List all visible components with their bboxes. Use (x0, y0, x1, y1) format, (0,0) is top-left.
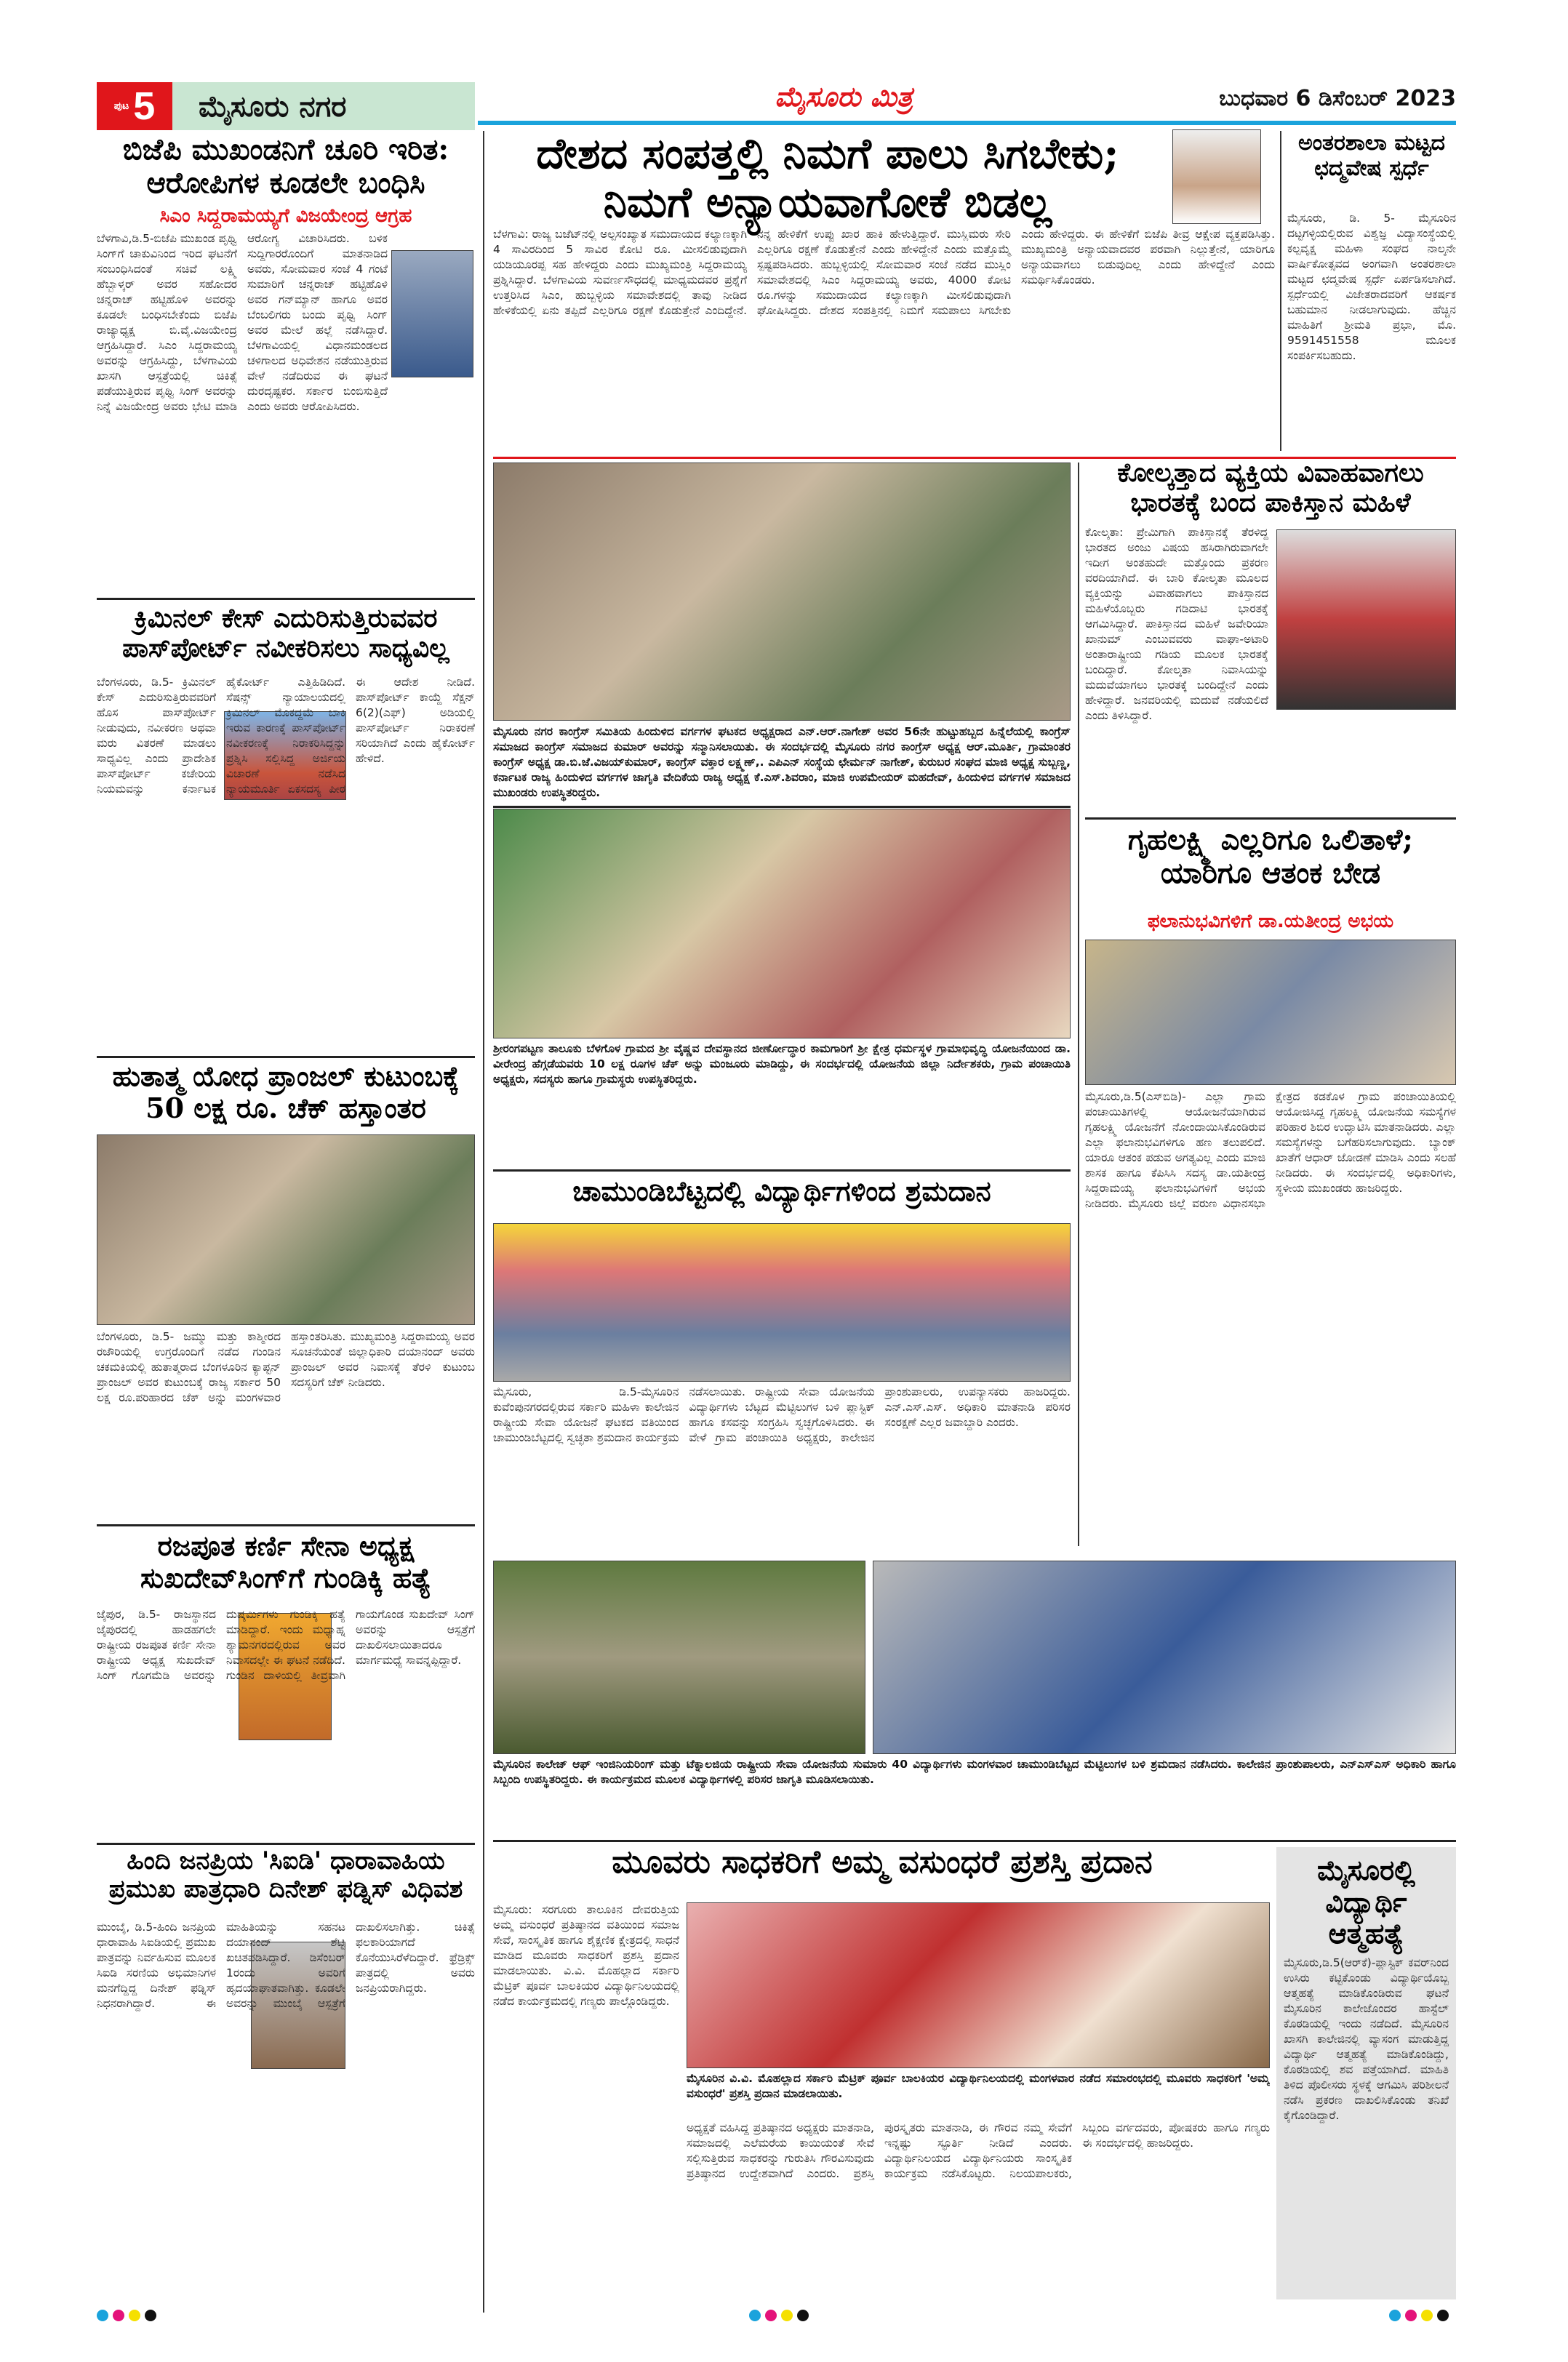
photo-caption: ಮೈಸೂರಿನ ವಿ.ವಿ. ಮೊಹಲ್ಲಾದ ಸರ್ಕಾರಿ ಮೆಟ್ರಿಕ್ ಪೂರ್ವ ಬಾಲಕಿಯರ ವಿದ್ಯಾರ್ಥಿನಿಲಯದಲ್ಲಿ ಮಂಗಳವಾರ ನಡೆದ ಸಮಾರಂಭದಲ್ಲಿ ಮೂವರು ಸಾಧಕರಿಗೆ 'ಅಮ್ಮ ವಸುಂಧರೆ' ಪ್ರಶಸ್ತಿ ಪ್ರದಾನ ಮಾಡಲಾಯಿತು. (687, 2072, 1270, 2100)
story-headline: ಹಿಂದಿ ಜನಪ್ರಿಯ 'ಸಿಐಡಿ' ಧಾರಾವಾಹಿಯ ಪ್ರಮುಖ ಪಾತ್ರಧಾರಿ ದಿನೇಶ್ ಫಡ್ನಿಸ್ ವಿಧಿವಶ (108, 1846, 463, 1905)
section-label: ಮೈಸೂರು ನಗರ (199, 89, 347, 124)
story-subheadline: ಸಿಎಂ ಸಿದ್ದರಾಮಯ್ಯಗೆ ವಿಜಯೇಂದ್ರ ಆಗ್ರಹ (159, 205, 412, 227)
divider (97, 1843, 475, 1845)
story-photo (97, 1134, 475, 1325)
color-registration-marks (749, 2310, 813, 2324)
masthead-logo: ಮೈಸೂರು ಮಿತ್ರ (775, 80, 913, 113)
story-body: ಬೆಂಗಳೂರು, ಡಿ.5- ಜಮ್ಮು ಮತ್ತು ಕಾಶ್ಮೀರದ ರಜೌರಿಯಲ್ಲಿ ಉಗ್ರರೊಂದಿಗೆ ನಡೆದ ಗುಂಡಿನ ಚಕಮಕಿಯಲ್ಲಿ ಹುತಾತ್ಮರಾದ ಬೆಂಗಳೂರಿನ ಕ್ಯಾಪ್ಟನ್ ಪ್ರಾಂಜಲ್ ಅವರ ಕುಟುಂಬಕ್ಕೆ ರಾಜ್ಯ ಸರ್ಕಾರ 50 ಲಕ್ಷ ರೂ.ಪರಿಹಾರದ ಚೆಕ್ ಅನ್ನು ಮಂಗಳವಾರ ಹಸ್ತಾಂತರಿಸಿತು. ಮುಖ್ಯಮಂತ್ರಿ ಸಿದ್ದರಾಮಯ್ಯ ಅವರ ಸೂಚನೆಯಂತೆ ಜಿಲ್ಲಾಧಿಕಾರಿ ದಯಾನಂದ್ ಅವರು ಪ್ರಾಂಜಲ್ ಅವರ ನಿವಾಸಕ್ಕೆ ತೆರಳಿ ಕುಟುಂಬ ಸದಸ್ಯರಿಗೆ ಚೆಕ್ ನೀಡಿದರು. (97, 1330, 475, 1404)
header-rule (478, 121, 1456, 125)
news-photo (493, 463, 1071, 721)
column-divider (483, 131, 484, 2313)
column-divider (1280, 131, 1281, 451)
story-body: ಮೈಸೂರು: ಸರಗೂರು ತಾಲೂಕಿನ ದೇವರುತ್ತಿಯ ಅಮ್ಮ ವಸುಂಧರೆ ಪ್ರತಿಷ್ಠಾನದ ವತಿಯಿಂದ ಸಮಾಜ ಸೇವೆ, ಸಾಂಸ್ಕೃತಿಕ ಹಾಗೂ ಶೈಕ್ಷಣಿಕ ಕ್ಷೇತ್ರದಲ್ಲಿ ಸಾಧನೆ ಮಾಡಿದ ಮೂವರು ಸಾಧಕರಿಗೆ ಪ್ರಶಸ್ತಿ ಪ್ರದಾನ ಮಾಡಲಾಯಿತು. ವಿ.ವಿ. ಮೊಹಲ್ಲಾದ ಸರ್ಕಾರಿ ಮೆಟ್ರಿಕ್ ಪೂರ್ವ ಬಾಲಕಿಯರ ವಿದ್ಯಾರ್ಥಿನಿಲಯದಲ್ಲಿ ನಡೆದ ಕಾರ್ಯಕ್ರಮದಲ್ಲಿ ಗಣ್ಯರು ಪಾಲ್ಗೊಂಡಿದ್ದರು. (493, 1903, 679, 2008)
story-headline: ಕೋಲ್ಕತ್ತಾದ ವ್ಯಕ್ತಿಯ ವಿವಾಹವಾಗಲು ಭಾರತಕ್ಕೆ ಬಂದ ಪಾಕಿಸ್ತಾನ ಮಹಿಳೆ (1117, 457, 1424, 519)
divider (1085, 817, 1456, 820)
divider (493, 1169, 1071, 1172)
page-number-badge (97, 82, 172, 130)
brief-body: ಮೈಸೂರು,ಡಿ.5(ಆರ್‌ಕೆ)-ಪ್ಲಾಸ್ಟಿಕ್ ಕವರ್‌ನಿಂದ ಉಸಿರು ಕಟ್ಟಿಕೊಂಡು ವಿದ್ಯಾರ್ಥಿಯೊಬ್ಬ ಆತ್ಮಹತ್ಯೆ ಮಾಡಿಕೊಂಡಿರುವ ಘಟನೆ ಮೈಸೂರಿನ ಕಾಲೇಜೊಂದರ ಹಾಸ್ಟೆಲ್ ಕೊಠಡಿಯಲ್ಲಿ ಇಂದು ನಡೆದಿದೆ. ಮೈಸೂರಿನ ಖಾಸಗಿ ಕಾಲೇಜಿನಲ್ಲಿ ವ್ಯಾಸಂಗ ಮಾಡುತ್ತಿದ್ದ ವಿದ್ಯಾರ್ಥಿ ಆತ್ಮಹತ್ಯೆ ಮಾಡಿಕೊಂಡಿದ್ದು, ಕೊಠಡಿಯಲ್ಲಿ ಶವ ಪತ್ತೆಯಾಗಿದೆ. ಮಾಹಿತಿ ತಿಳಿದ ಪೊಲೀಸರು ಸ್ಥಳಕ್ಕೆ ಆಗಮಿಸಿ ಪರಿಶೀಲನೆ ನಡೆಸಿ ಪ್ರಕರಣ ದಾಖಲಿಸಿಕೊಂಡು ತನಿಖೆ ಕೈಗೊಂಡಿದ್ದಾರೆ. (1284, 1956, 1449, 2123)
story-photo (687, 1902, 1270, 2068)
section-title (172, 82, 475, 130)
divider (97, 1056, 475, 1058)
story-headline: ಚಾಮುಂಡಿಬೆಟ್ಟದಲ್ಲಿ ವಿದ್ಯಾರ್ಥಿಗಳಿಂದ ಶ್ರಮದಾನ (572, 1174, 991, 1207)
column-divider (1078, 463, 1079, 1546)
photo-caption: ಮೈಸೂರು ನಗರ ಕಾಂಗ್ರೆಸ್ ಸಮಿತಿಯ ಹಿಂದುಳಿದ ವರ್ಗಗಳ ಘಟಕದ ಅಧ್ಯಕ್ಷರಾದ ಎನ್.ಆರ್.ನಾಗೇಶ್ ಅವರ 56ನೇ ಹುಟ್ಟುಹಬ್ಬದ ಹಿನ್ನೆಲೆಯಲ್ಲಿ ಕಾಂಗ್ರೆಸ್ ಸಮಾಜದ ಕಾಂಗ್ರೆಸ್ ಸಮಾಜದ ಕುಮಾರ್ ಅವರನ್ನು ಸನ್ಮಾನಿಸಲಾಯಿತು. ಈ ಸಂದರ್ಭದಲ್ಲಿ ಮೈಸೂರು ನಗರ ಕಾಂಗ್ರೆಸ್ ಅಧ್ಯಕ್ಷ ಆರ್.ಮೂರ್ತಿ, ಗ್ರಾಮಾಂತರ ಕಾಂಗ್ರೆಸ್ ಅಧ್ಯಕ್ಷ ಡಾ.ಬಿ.ಜೆ.ವಿಜಯ್‌ಕುಮಾರ್, ಕಾಂಗ್ರೆಸ್ ವಕ್ತಾರ ಲಕ್ಷ್ಮಣ್,. ಎಪಿಎನ್ ಸಂಸ್ಥೆಯ ಛೇರ್ಮನ್ ನಾಗೇಶ್, ಕುರುಬರ ಸಂಘದ ಮಾಜಿ ಅಧ್ಯಕ್ಷ ಸುಬ್ಬಣ್ಣ, ಕರ್ನಾಟಕ ರಾಜ್ಯ ಹಿಂದುಳಿದ ವರ್ಗಗಳ ಜಾಗೃತಿ ವೇದಿಕೆಯ ರಾಜ್ಯ ಅಧ್ಯಕ್ಷ ಕೆ.ಎಸ್.ಶಿವರಾಂ, ಮಾಜಿ ಉಪಮೇಯರ್ ಮಹದೇವ್, ಹಿಂದುಳಿದ ವರ್ಗಗಳ ಸಮಾಜದ ಮುಖಂಡರು ಉಪಸ್ಥಿತರಿದ್ದರು. (493, 725, 1071, 799)
story-headline: ರಜಪೂತ ಕರ್ಣಿ ಸೇನಾ ಅಧ್ಯಕ್ಷ ಸುಖದೇವ್‌ಸಿಂಗ್‌ಗೆ ಗುಂಡಿಕ್ಕಿ ಹತ್ಯೆ (140, 1529, 432, 1594)
story-headline: ಗೃಹಲಕ್ಷ್ಮಿ ಎಲ್ಲರಿಗೂ ಒಲಿತಾಳೆ; ಯಾರಿಗೂ ಆತಂಕ ಬೇಡ (1127, 822, 1414, 890)
story-photo (391, 250, 473, 377)
story-headline: ಮೂವರು ಸಾಧಕರಿಗೆ ಅಮ್ಮ ವಸುಂಧರೆ ಪ್ರಶಸ್ತಿ ಪ್ರದಾನ (612, 1843, 1153, 1881)
page-number: 5 (133, 84, 156, 128)
cm-portrait (1172, 129, 1261, 224)
divider (493, 1840, 1456, 1842)
story-headline: ಹುತಾತ್ಮ ಯೋಧ ಪ್ರಾಂಜಲ್ ಕುಟುಂಬಕ್ಕೆ 50 ಲಕ್ಷ ರೂ. ಚೆಕ್ ಹಸ್ತಾಂತರ (112, 1060, 460, 1124)
story-headline: ಬಿಜೆಪಿ ಮುಖಂಡನಿಗೆ ಚೂರಿ ಇರಿತ: ಆರೋಪಿಗಳ ಕೂಡಲೇ ಬಂಧಿಸಿ (122, 132, 449, 200)
divider (97, 598, 475, 600)
sidebar-headline: ಅಂತರಶಾಲಾ ಮಟ್ಟದ ಛದ್ಮವೇಷ ಸ್ಪರ್ಧೆ (1298, 130, 1445, 181)
news-photo (493, 1561, 865, 1754)
story-body: ಬೆಂಗಳೂರು, ಡಿ.5- ಕ್ರಿಮಿನಲ್ ಕೇಸ್ ಎದುರಿಸುತ್ತಿರುವವರಿಗೆ ಹೊಸ ಪಾಸ್‌ಪೋರ್ಟ್ ನೀಡುವುದು, ನವೀಕರಣ ಅಥವಾ ಮರು ವಿತರಣೆ ಮಾಡಲು ಸಾಧ್ಯವಿಲ್ಲ ಎಂದು ಪ್ರಾದೇಶಿಕ ಪಾಸ್‌ಪೋರ್ಟ್ ಕಚೇರಿಯ ನಿಯಮವನ್ನು ಕರ್ನಾಟಕ ಹೈಕೋರ್ಟ್ ಎತ್ತಿಹಿಡಿದಿದೆ. ಸೆಷನ್ಸ್ ನ್ಯಾಯಾಲಯದಲ್ಲಿ ಕ್ರಿಮಿನಲ್ ಮೊಕದ್ದಮೆ ಬಾಕಿ ಇರುವ ಕಾರಣಕ್ಕೆ ಪಾಸ್‌ಪೋರ್ಟ್ ನವೀಕರಣಕ್ಕೆ ನಿರಾಕರಿಸಿದ್ದನ್ನು ಪ್ರಶ್ನಿಸಿ ಸಲ್ಲಿಸಿದ್ದ ಅರ್ಜಿಯ ವಿಚಾರಣೆ ನಡೆಸಿದ ನ್ಯಾಯಮೂರ್ತಿ ಏಕಸದಸ್ಯ ಪೀಠ ಈ ಆದೇಶ ನೀಡಿದೆ. ಪಾಸ್‌ಪೋರ್ಟ್ ಕಾಯ್ದೆ ಸೆಕ್ಷನ್ 6(2)(ಎಫ್) ಅಡಿಯಲ್ಲಿ ಪಾಸ್‌ಪೋರ್ಟ್ ನಿರಾಕರಣೆ ಸರಿಯಾಗಿದೆ ಎಂದು ಹೈಕೋರ್ಟ್ ಹೇಳಿದೆ. (97, 676, 475, 796)
divider (97, 1524, 475, 1526)
page-label: ಪುಟ (113, 100, 129, 112)
story-body: ಬೆಳಗಾವಿ,ಡಿ.5-ಬಿಜೆಪಿ ಮುಖಂಡ ಪೃಥ್ವಿ ಸಿಂಗ್‌ಗೆ ಚಾಕುವಿನಿಂದ ಇರಿದ ಘಟನೆಗೆ ಸಂಬಂಧಿಸಿದಂತೆ ಸಚಿವೆ ಲಕ್ಷ್ಮಿ ಹೆಬ್ಬಾಳ್ಕರ್ ಅವರ ಸಹೋದರ ಚನ್ನರಾಜ್ ಹಟ್ಟಿಹೊಳಿ ಅವರನ್ನು ಕೂಡಲೇ ಬಂಧಿಸಬೇಕೆಂದು ಬಿಜೆಪಿ ರಾಜ್ಯಾಧ್ಯಕ್ಷ ಬಿ.ವೈ.ವಿಜಯೇಂದ್ರ ಆಗ್ರಹಿಸಿದ್ದಾರೆ. ಸಿಎಂ ಸಿದ್ದರಾಮಯ್ಯ ಅವರನ್ನು ಆಗ್ರಹಿಸಿದ್ದು, ಬೆಳಗಾವಿಯ ಖಾಸಗಿ ಆಸ್ಪತ್ರೆಯಲ್ಲಿ ಚಿಕಿತ್ಸೆ ಪಡೆಯುತ್ತಿರುವ ಪೃಥ್ವಿ ಸಿಂಗ್ ಅವರನ್ನು ನಿನ್ನೆ ವಿಜಯೇಂದ್ರ ಅವರು ಭೇಟಿ ಮಾಡಿ ಆರೋಗ್ಯ ವಿಚಾರಿಸಿದರು. ಬಳಿಕ ಸುದ್ದಿಗಾರರೊಂದಿಗೆ ಮಾತನಾಡಿದ ಅವರು, ಸೋಮವಾರ ಸಂಜೆ 4 ಗಂಟೆ ಸುಮಾರಿಗೆ ಚನ್ನರಾಜ್ ಹಟ್ಟಿಹೊಳಿ ಅವರ ಗನ್‌ಮ್ಯಾನ್ ಹಾಗೂ ಅವರ ಬೆಂಬಲಿಗರು ಬಂದು ಪೃಥ್ವಿ ಸಿಂಗ್ ಅವರ ಮೇಲೆ ಹಲ್ಲೆ ನಡೆಸಿದ್ದಾರೆ. ಬೆಳಗಾವಿಯಲ್ಲಿ ವಿಧಾನಮಂಡಲದ ಚಳಿಗಾಲದ ಅಧಿವೇಶನ ನಡೆಯುತ್ತಿರುವ ವೇಳೆ ನಡೆದಿರುವ ಈ ಘಟನೆ ದುರದೃಷ್ಟಕರ. ಸರ್ಕಾರ ಬಿಂಬಿಸುತ್ತಿದೆ ಎಂದು ಅವರು ಆರೋಪಿಸಿದರು. (97, 232, 388, 413)
story-body: ಜೈಪುರ, ಡಿ.5- ರಾಜಸ್ಥಾನದ ಜೈಪುರದಲ್ಲಿ ಹಾಡಹಗಲೇ ರಾಷ್ಟ್ರೀಯ ರಜಪೂತ ಕರ್ಣಿ ಸೇನಾ ರಾಷ್ಟ್ರೀಯ ಅಧ್ಯಕ್ಷ ಸುಖದೇವ್ ಸಿಂಗ್ ಗೊಗಮೆಡಿ ಅವರನ್ನು ದುಷ್ಕರ್ಮಿಗಳು ಗುಂಡಿಕ್ಕಿ ಹತ್ಯೆ ಮಾಡಿದ್ದಾರೆ. ಇಂದು ಮಧ್ಯಾಹ್ನ ಶ್ಯಾಮನಗರದಲ್ಲಿರುವ ಅವರ ನಿವಾಸದಲ್ಲೇ ಈ ಘಟನೆ ನಡೆದಿದೆ. ಗುಂಡಿನ ದಾಳಿಯಲ್ಲಿ ತೀವ್ರವಾಗಿ ಗಾಯಗೊಂಡ ಸುಖದೇವ್ ಸಿಂಗ್ ಅವರನ್ನು ಆಸ್ಪತ್ರೆಗೆ ದಾಖಲಿಸಲಾಯಿತಾದರೂ ಮಾರ್ಗಮಧ್ಯೆ ಸಾವನ್ನಪ್ಪಿದ್ದಾರೆ. (97, 1608, 475, 1682)
photo-caption: ಶ್ರೀರಂಗಪಟ್ಟಣ ತಾಲೂಕು ಬೆಳಗೊಳ ಗ್ರಾಮದ ಶ್ರೀ ವೈಷ್ಣವ ದೇವಸ್ಥಾನದ ಜೀರ್ಣೋದ್ಧಾರ ಕಾಮಗಾರಿಗೆ ಶ್ರೀ ಕ್ಷೇತ್ರ ಧರ್ಮಸ್ಥಳ ಗ್ರಾಮಾಭಿವೃದ್ಧಿ ಯೋಜನೆಯಿಂದ ಡಾ. ವೀರೇಂದ್ರ ಹೆಗ್ಗಡೆಯವರು 10 ಲಕ್ಷ ರೂಗಳ ಚೆಕ್ ಅನ್ನು ಮಂಜೂರು ಮಾಡಿದ್ದು, ಈ ಸಂದರ್ಭದಲ್ಲಿ ಯೋಜನೆಯ ಜಿಲ್ಲಾ ನಿರ್ದೇಶಕರು, ಗ್ರಾಮ ಪಂಚಾಯಿತಿ ಅಧ್ಯಕ್ಷರು, ಸದಸ್ಯರು ಹಾಗೂ ಗ್ರಾಮಸ್ಥರು ಉಪಸ್ಥಿತರಿದ್ದರು. (493, 1042, 1071, 1086)
color-registration-marks (97, 2310, 161, 2324)
story-body: ಮೈಸೂರು, ಡಿ.5-ಮೈಸೂರಿನ ಕುವೆಂಪುನಗರದಲ್ಲಿರುವ ಸರ್ಕಾರಿ ಮಹಿಳಾ ಕಾಲೇಜಿನ ರಾಷ್ಟ್ರೀಯ ಸೇವಾ ಯೋಜನೆ ಘಟಕದ ವತಿಯಿಂದ ಚಾಮುಂಡಿಬೆಟ್ಟದಲ್ಲಿ ಸ್ವಚ್ಛತಾ ಶ್ರಮದಾನ ಕಾರ್ಯಕ್ರಮ ನಡೆಸಲಾಯಿತು. ರಾಷ್ಟ್ರೀಯ ಸೇವಾ ಯೋಜನೆಯ ವಿದ್ಯಾರ್ಥಿಗಳು ಬೆಟ್ಟದ ಮೆಟ್ಟಿಲುಗಳ ಬಳಿ ಪ್ಲಾಸ್ಟಿಕ್ ಹಾಗೂ ಕಸವನ್ನು ಸಂಗ್ರಹಿಸಿ ಸ್ವಚ್ಛಗೊಳಿಸಿದರು. ಈ ವೇಳೆ ಗ್ರಾಮ ಪಂಚಾಯಿತಿ ಅಧ್ಯಕ್ಷರು, ಕಾಲೇಜಿನ ಪ್ರಾಂಶುಪಾಲರು, ಉಪನ್ಯಾಸಕರು ಹಾಜರಿದ್ದರು. ಎನ್.ಎಸ್.ಎಸ್. ಅಧಿಕಾರಿ ಮಾತನಾಡಿ ಪರಿಸರ ಸಂರಕ್ಷಣೆ ಎಲ್ಲರ ಜವಾಬ್ದಾರಿ ಎಂದರು. (493, 1385, 1071, 1444)
story-body: ಮೈಸೂರು,ಡಿ.5(ಎಸ್‌ಬಿಡಿ)- ಎಲ್ಲಾ ಗ್ರಾಮ ಪಂಚಾಯಿತಿಗಳಲ್ಲಿ ಆಯೋಜನೆಯಾಗಿರುವ ಗೃಹಲಕ್ಷ್ಮಿ ಯೋಜನೆಗೆ ನೋಂದಾಯಿಸಿಕೊಂಡಿರುವ ಎಲ್ಲಾ ಫಲಾನುಭವಿಗಳಿಗೂ ಹಣ ತಲುಪಲಿದೆ. ಯಾರೂ ಆತಂಕ ಪಡುವ ಅಗತ್ಯವಿಲ್ಲ ಎಂದು ಮಾಜಿ ಶಾಸಕ ಹಾಗೂ ಕೆಪಿಸಿಸಿ ಸದಸ್ಯ ಡಾ.ಯತೀಂದ್ರ ಸಿದ್ದರಾಮಯ್ಯ ಫಲಾನುಭವಿಗಳಿಗೆ ಅಭಯ ನೀಡಿದರು. ಮೈಸೂರು ಜಿಲ್ಲೆ ವರುಣ ವಿಧಾನಸಭಾ ಕ್ಷೇತ್ರದ ಕಡಕೊಳ ಗ್ರಾಮ ಪಂಚಾಯಿತಿಯಲ್ಲಿ ಆಯೋಜಿಸಿದ್ದ ಗೃಹಲಕ್ಷ್ಮಿ ಯೋಜನೆಯ ಸಮಸ್ಯೆಗಳ ಪರಿಹಾರ ಶಿಬಿರ ಉದ್ಘಾಟಿಸಿ ಮಾತನಾಡಿದರು. ಎಲ್ಲಾ ಸಮಸ್ಯೆಗಳನ್ನು ಬಗೆಹರಿಸಲಾಗುವುದು. ಬ್ಯಾಂಕ್ ಖಾತೆಗೆ ಆಧಾರ್ ಜೋಡಣೆ ಮಾಡಿಸಿ ಎಂದು ಸಲಹೆ ನೀಡಿದರು. ಈ ಸಂದರ್ಭದಲ್ಲಿ ಅಧಿಕಾರಿಗಳು, ಸ್ಥಳೀಯ ಮುಖಂಡರು ಹಾಜರಿದ್ದರು. (1085, 1090, 1456, 1210)
story-body: ಅಧ್ಯಕ್ಷತೆ ವಹಿಸಿದ್ದ ಪ್ರತಿಷ್ಠಾನದ ಅಧ್ಯಕ್ಷರು ಮಾತನಾಡಿ, ಸಮಾಜದಲ್ಲಿ ಎಲೆಮರೆಯ ಕಾಯಿಯಂತೆ ಸೇವೆ ಸಲ್ಲಿಸುತ್ತಿರುವ ಸಾಧಕರನ್ನು ಗುರುತಿಸಿ ಗೌರವಿಸುವುದು ಪ್ರತಿಷ್ಠಾನದ ಉದ್ದೇಶವಾಗಿದೆ ಎಂದರು. ಪ್ರಶಸ್ತಿ ಪುರಸ್ಕೃತರು ಮಾತನಾಡಿ, ಈ ಗೌರವ ನಮ್ಮ ಸೇವೆಗೆ ಇನ್ನಷ್ಟು ಸ್ಫೂರ್ತಿ ನೀಡಿದೆ ಎಂದರು. ವಿದ್ಯಾರ್ಥಿನಿಲಯದ ವಿದ್ಯಾರ್ಥಿನಿಯರು ಸಾಂಸ್ಕೃತಿಕ ಕಾರ್ಯಕ್ರಮ ನಡೆಸಿಕೊಟ್ಟರು. ನಿಲಯಪಾಲಕರು, ಸಿಬ್ಬಂದಿ ವರ್ಗದವರು, ಪೋಷಕರು ಹಾಗೂ ಗಣ್ಯರು ಈ ಸಂದರ್ಭದಲ್ಲಿ ಹಾಜರಿದ್ದರು. (687, 2121, 1270, 2180)
lead-body: ಬೆಳಗಾವಿ: ರಾಜ್ಯ ಬಜೆಟ್‌ನಲ್ಲಿ ಅಲ್ಪಸಂಖ್ಯಾತ ಸಮುದಾಯದ ಕಲ್ಯಾಣಕ್ಕಾಗಿ 4 ಸಾವಿರದಿಂದ 5 ಸಾವಿರ ಕೋಟಿ ರೂ. ಮೀಸಲಿಡುವುದಾಗಿ ಯಡಿಯೂರಪ್ಪ ಸಹ ಹೇಳಿದ್ದರು ಎಂದು ಮುಖ್ಯಮಂತ್ರಿ ಸಿದ್ದರಾಮಯ್ಯ ಪ್ರಶ್ನಿಸಿದ್ದಾರೆ. ಬೆಳಗಾವಿಯ ಸುವರ್ಣಸೌಧದಲ್ಲಿ ಮಾಧ್ಯಮದವರ ಪ್ರಶ್ನೆಗೆ ಉತ್ತರಿಸಿದ ಸಿಎಂ, ಹುಬ್ಬಳ್ಳಿಯ ಸಮಾವೇಶದಲ್ಲಿ ತಾವು ನೀಡಿದ ಹೇಳಿಕೆಯಲ್ಲಿ ಏನು ತಪ್ಪಿದೆ ಎಲ್ಲರಿಗೂ ರಕ್ಷಣೆ ಕೊಡುತ್ತೇನೆ ಎಂದಿದ್ದೇನೆ. ನನ್ನ ಹೇಳಿಕೆಗೆ ಉಪ್ಪು ಖಾರ ಹಾಕಿ ಹೇಳುತ್ತಿದ್ದಾರೆ. ಮುಸ್ಲಿಮರು ಸೇರಿ ಎಲ್ಲರಿಗೂ ರಕ್ಷಣೆ ಕೊಡುತ್ತೇನೆ ಎಂದು ಹೇಳಿದ್ದೇನೆ ಎಂದು ಮತ್ತೊಮ್ಮೆ ಸ್ಪಷ್ಟಪಡಿಸಿದರು. ಹುಬ್ಬಳ್ಳಿಯಲ್ಲಿ ಸೋಮವಾರ ಸಂಜೆ ನಡೆದ ಮುಸ್ಲಿಂ ಸಮಾವೇಶದಲ್ಲಿ ಸಿಎಂ ಸಿದ್ದರಾಮಯ್ಯ ಅವರು, 4000 ಕೋಟಿ ರೂ.ಗಳನ್ನು ಸಮುದಾಯದ ಕಲ್ಯಾಣಕ್ಕಾಗಿ ಮೀಸಲಿಡುವುದಾಗಿ ಘೋಷಿಸಿದ್ದರು. ದೇಶದ ಸಂಪತ್ತಿನಲ್ಲಿ ನಿಮಗೆ ಸಮಪಾಲು ಸಿಗಬೇಕು ಎಂದು ಹೇಳಿದ್ದರು. ಈ ಹೇಳಿಕೆಗೆ ಬಿಜೆಪಿ ತೀವ್ರ ಆಕ್ಷೇಪ ವ್ಯಕ್ತಪಡಿಸಿತ್ತು. ಮುಖ್ಯಮಂತ್ರಿ ಅನ್ಯಾಯವಾದವರ ಪರವಾಗಿ ನಿಲ್ಲುತ್ತೇನೆ, ಯಾರಿಗೂ ಅನ್ಯಾಯವಾಗಲು ಬಿಡುವುದಿಲ್ಲ ಎಂದು ಹೇಳಿದ್ದೇನೆ ಎಂದು ಸಮರ್ಥಿಸಿಕೊಂಡರು. (493, 228, 1275, 317)
photo-caption: ಮೈಸೂರಿನ ಕಾಲೇಜ್ ಆಫ್ ಇಂಜಿನಿಯರಿಂಗ್ ಮತ್ತು ಟೆಕ್ನಾಲಜಿಯ ರಾಷ್ಟ್ರೀಯ ಸೇವಾ ಯೋಜನೆಯ ಸುಮಾರು 40 ವಿದ್ಯಾರ್ಥಿಗಳು ಮಂಗಳವಾರ ಚಾಮುಂಡಿಬೆಟ್ಟದ ಮೆಟ್ಟಿಲುಗಳ ಬಳಿ ಶ್ರಮದಾನ ನಡೆಸಿದರು. ಕಾಲೇಜಿನ ಪ್ರಾಂಶುಪಾಲರು, ಎನ್‌ಎಸ್‌ಎಸ್ ಅಧಿಕಾರಿ ಹಾಗೂ ಸಿಬ್ಬಂದಿ ಉಪಸ್ಥಿತರಿದ್ದರು. ಈ ಕಾರ್ಯಕ್ರಮದ ಮೂಲಕ ವಿದ್ಯಾರ್ಥಿಗಳಲ್ಲಿ ಪರಿಸರ ಜಾಗೃತಿ ಮೂಡಿಸಲಾಯಿತು. (493, 1758, 1456, 1786)
news-photo (873, 1561, 1456, 1754)
story-body: ಕೋಲ್ಕತಾ: ಪ್ರೇಮಿಗಾಗಿ ಪಾಕಿಸ್ತಾನಕ್ಕೆ ತೆರಳಿದ್ದ ಭಾರತದ ಅಂಜು ವಿಷಯ ಹಸಿರಾಗಿರುವಾಗಲೇ ಇದೀಗ ಅಂತಹುದೇ ಮತ್ತೊಂದು ಪ್ರಕರಣ ವರದಿಯಾಗಿದೆ. ಈ ಬಾರಿ ಕೋಲ್ಕತಾ ಮೂಲದ ವ್ಯಕ್ತಿಯನ್ನು ವಿವಾಹವಾಗಲು ಪಾಕಿಸ್ತಾನದ ಮಹಿಳೆಯೊಬ್ಬರು ಗಡಿದಾಟಿ ಭಾರತಕ್ಕೆ ಆಗಮಿಸಿದ್ದಾರೆ. ಪಾಕಿಸ್ತಾನದ ಮಹಿಳೆ ಜವೇರಿಯಾ ಖಾನುಮ್ ಎಂಬುವವರು ವಾಘಾ-ಅಟಾರಿ ಅಂತಾರಾಷ್ಟ್ರೀಯ ಗಡಿಯ ಮೂಲಕ ಭಾರತಕ್ಕೆ ಬಂದಿದ್ದಾರೆ. ಕೋಲ್ಕತಾ ನಿವಾಸಿಯನ್ನು ಮದುವೆಯಾಗಲು ಭಾರತಕ್ಕೆ ಬಂದಿದ್ದೇನೆ ಎಂದು ಹೇಳಿದ್ದಾರೆ. ಜನವರಿಯಲ್ಲಿ ಮದುವೆ ನಡೆಯಲಿದೆ ಎಂದು ತಿಳಿಸಿದ್ದಾರೆ. (1085, 526, 1268, 722)
issue-date: ಬುಧವಾರ 6 ಡಿಸೆಂಬರ್ 2023 (1219, 86, 1456, 111)
color-registration-marks (1389, 2310, 1453, 2324)
divider (493, 806, 1071, 808)
story-subheadline: ಫಲಾನುಭವಿಗಳಿಗೆ ಡಾ.ಯತೀಂದ್ರ ಅಭಯ (1147, 910, 1394, 932)
story-photo (1276, 529, 1456, 710)
story-photo (493, 1223, 1071, 1382)
lead-headline: ದೇಶದ ಸಂಪತ್ತಲ್ಲಿ ನಿಮಗೆ ಪಾಲು ಸಿಗಬೇಕು; ನಿಮಗೆ ಅನ್ಯಾಯವಾಗೋಕೆ ಬಿಡಲ್ಲ (536, 129, 1119, 227)
news-photo (493, 809, 1071, 1038)
sidebar-body: ಮೈಸೂರು, ಡಿ. 5- ಮೈಸೂರಿನ ದಟ್ಟಗಳ್ಳಿಯಲ್ಲಿರುವ ವಿಶ್ವಜ್ಞ ವಿದ್ಯಾಸಂಸ್ಥೆಯಲ್ಲಿ ಕಲ್ಪವೃಕ್ಷ ಮಹಿಳಾ ಸಂಘದ ನಾಲ್ಕನೇ ವಾರ್ಷಿಕೋತ್ಸವದ ಅಂಗವಾಗಿ ಅಂತರಶಾಲಾ ಮಟ್ಟದ ಛದ್ಮವೇಷ ಸ್ಪರ್ಧೆ ಏರ್ಪಡಿಸಲಾಗಿದೆ. ಸ್ಪರ್ಧೆಯಲ್ಲಿ ವಿಜೇತರಾದವರಿಗೆ ಆಕರ್ಷಕ ಬಹುಮಾನ ನೀಡಲಾಗುವುದು. ಹೆಚ್ಚಿನ ಮಾಹಿತಿಗೆ ಶ್ರೀಮತಿ ಪ್ರಭಾ, ಮೊ. 9591451558 ಮೂಲಕ ಸಂಪರ್ಕಿಸಬಹುದು. (1287, 212, 1456, 362)
brief-box (1276, 1847, 1456, 2299)
story-headline: ಕ್ರಿಮಿನಲ್ ಕೇಸ್ ಎದುರಿಸುತ್ತಿರುವವರ ಪಾಸ್‌ಪೋರ್ಟ್ ನವೀಕರಿಸಲು ಸಾಧ್ಯವಿಲ್ಲ (122, 603, 449, 664)
story-body: ಮುಂಬೈ, ಡಿ.5-ಹಿಂದಿ ಜನಪ್ರಿಯ ಧಾರಾವಾಹಿ ಸಿಐಡಿಯಲ್ಲಿ ಪ್ರಮುಖ ಪಾತ್ರವನ್ನು ನಿರ್ವಹಿಸುವ ಮೂಲಕ ಸಿಐಡಿ ಸರಣಿಯ ಅಭಿಮಾನಿಗಳ ಮನಗೆದ್ದಿದ್ದ ದಿನೇಶ್ ಫಡ್ನಿಸ್ ನಿಧನರಾಗಿದ್ದಾರೆ. ಈ ಮಾಹಿತಿಯನ್ನು ಸಹನಟ ದಯಾನಂದ್ ಶೆಟ್ಟಿ ಖಚಿತಪಡಿಸಿದ್ದಾರೆ. ಡಿಸೆಂಬರ್ 1ರಂದು ಅವರಿಗೆ ಹೃದಯಾಘಾತವಾಗಿತ್ತು. ಕೂಡಲೇ ಅವರನ್ನು ಮುಂಬೈ ಆಸ್ಪತ್ರೆಗೆ ದಾಖಲಿಸಲಾಗಿತ್ತು. ಚಿಕಿತ್ಸೆ ಫಲಕಾರಿಯಾಗದೆ ಕೊನೆಯುಸಿರೆಳೆದಿದ್ದಾರೆ. ಫ್ರೆಡ್ರಿಕ್ಸ್ ಪಾತ್ರದಲ್ಲಿ ಅವರು ಜನಪ್ರಿಯರಾಗಿದ್ದರು. (97, 1921, 475, 2010)
story-photo (1085, 940, 1456, 1085)
brief-headline: ಮೈಸೂರಲ್ಲಿ ವಿದ್ಯಾರ್ಥಿ ಆತ್ಮಹತ್ಯೆ (1317, 1854, 1415, 1950)
